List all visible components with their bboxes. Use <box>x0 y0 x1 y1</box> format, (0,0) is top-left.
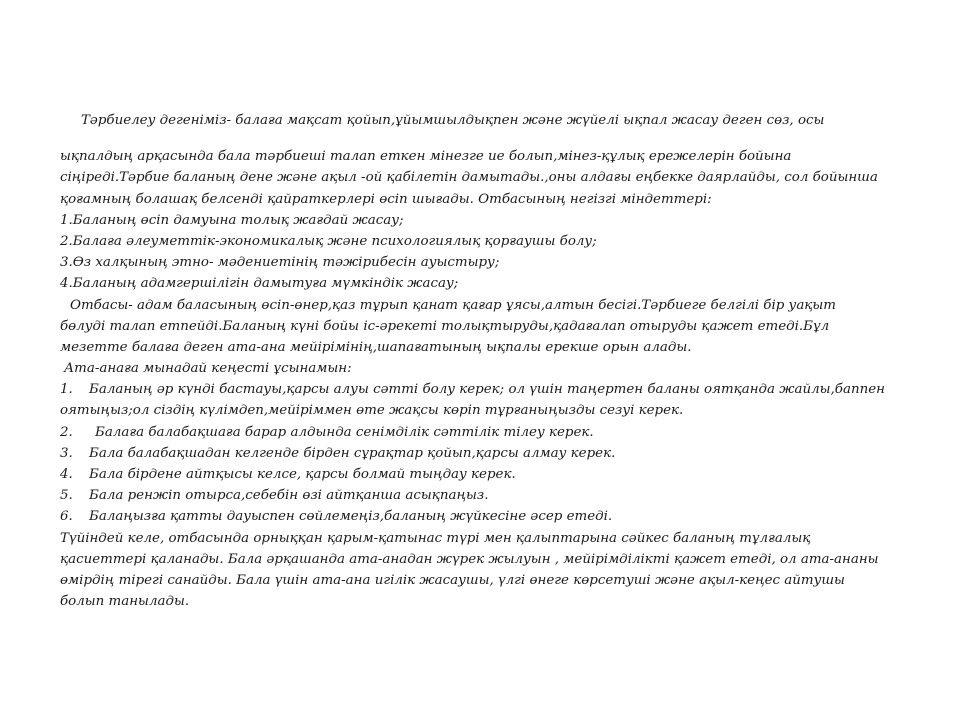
advice-text: Баланың әр күнді бастауы,қарсы алуы сәтті болу керек; ол үшін таңертен баланы оятқанда жайлы,баппен <box>89 382 885 398</box>
advice-text: Бала балабақшадан келгенде бірден сұрақтар қойып,қарсы алмау керек. <box>89 445 616 461</box>
body-text <box>60 110 910 612</box>
paragraph-line: сіңіреді.Тәрбие баланың дене және ақыл -ой қабілетін дамытады.,оны алдағы еңбекке даярлайды, сол бойынша <box>60 170 878 186</box>
paragraph-line: Тәрбиелеу дегеніміз- балаға мақсат қойып,ұйымшылдықпен және жүйелі ықпал жасау деген сөз, осы <box>81 113 825 128</box>
advice-text: Бала бірдене айтқысы келсе, қарсы болмай тыңдау керек. <box>89 467 516 482</box>
list-number: 3. <box>60 445 73 461</box>
paragraph-line: ықпалдың арқасында бала тәрбиеші талап еткен мінезге ие болып,мінез-құлық ережелерін бойына <box>60 149 792 165</box>
advice-text: Балаға балабақшаға барар алдында сенімділік сәттілік тілеу керек. <box>95 424 594 440</box>
duty-item-2: 2.Балаға әлеуметтік-экономикалық және психологиялық қорғаушы болу; <box>60 233 597 249</box>
advice-item-3 <box>60 443 910 464</box>
advice-item-2 <box>60 422 910 443</box>
advice-item-1 <box>60 379 910 400</box>
list-number: 5. <box>60 488 73 504</box>
advice-item-1-continued: оятыңыз;ол сіздің күлімдеп,мейіріммен өте жақсы көріп тұрғаныңызды сезуі керек. <box>60 403 684 419</box>
paragraph-line: мезетте балаға деген ата-ана мейірімінің,шапағатының ықпалы ерекше орын алады. <box>60 339 692 355</box>
paragraph-line: қоғамның болашақ белсенді қайраткерлері өсіп шығады. Отбасының негізгі міндеттері: <box>60 191 712 207</box>
list-number: 6. <box>60 509 73 525</box>
conclusion-line: болып танылады. <box>60 594 190 610</box>
list-number: 1. <box>60 382 73 398</box>
duty-item-3: 3.Өз халқының этно- мәдениетінің тәжірибесін ауыстыру; <box>60 255 500 271</box>
duty-item-4: 4.Баланың адамгершілігін дамытуға мүмкіндік жасау; <box>60 276 459 292</box>
list-number: 2. <box>60 424 73 440</box>
paragraph-line: бөлуді талап етпейді.Баланың күні бойы іс-әрекеті толықтыруды,қадағалап отыруды қажет етеді.Бұл <box>60 318 830 334</box>
paragraph-line: Отбасы- адам баласының өсіп-өнер,қаз тұрып қанат қағар ұясы,алтын бесігі.Тәрбиеге белгілі бір уақыт <box>70 297 836 313</box>
advice-item-4 <box>60 464 910 485</box>
advice-item-5 <box>60 485 910 506</box>
conclusion-line: Түйіндей келе, отбасында орныққан қарым-қатынас түрі мен қалыптарына сәйкес баланың тұлғалық <box>60 530 811 546</box>
conclusion-line: қасиеттері қаланады. Бала әрқашанда ата-анадан жүрек жылуын , мейірімділікті қажет етеді, ол ата-ананы <box>60 551 879 567</box>
conclusion-line: өмірдің тірегі санайды. Бала үшін ата-ана игілік жасаушы, үлгі өнеге көрсетуші және ақыл-кеңес айтушы <box>60 572 845 588</box>
advice-heading: Ата-анаға мынадай кеңесті ұсынамын: <box>64 361 352 377</box>
advice-item-6 <box>60 506 910 527</box>
list-number: 4. <box>60 467 73 482</box>
advice-text: Бала ренжіп отырса,себебін өзі айтқанша асықпаңыз. <box>89 488 489 504</box>
duty-item-1: 1.Баланың өсіп дамуына толық жағдай жасау; <box>60 212 404 228</box>
advice-text: Балаңызға қатты дауыспен сөйлемеңіз,баланың жүйкесіне әсер етеді. <box>89 509 613 525</box>
